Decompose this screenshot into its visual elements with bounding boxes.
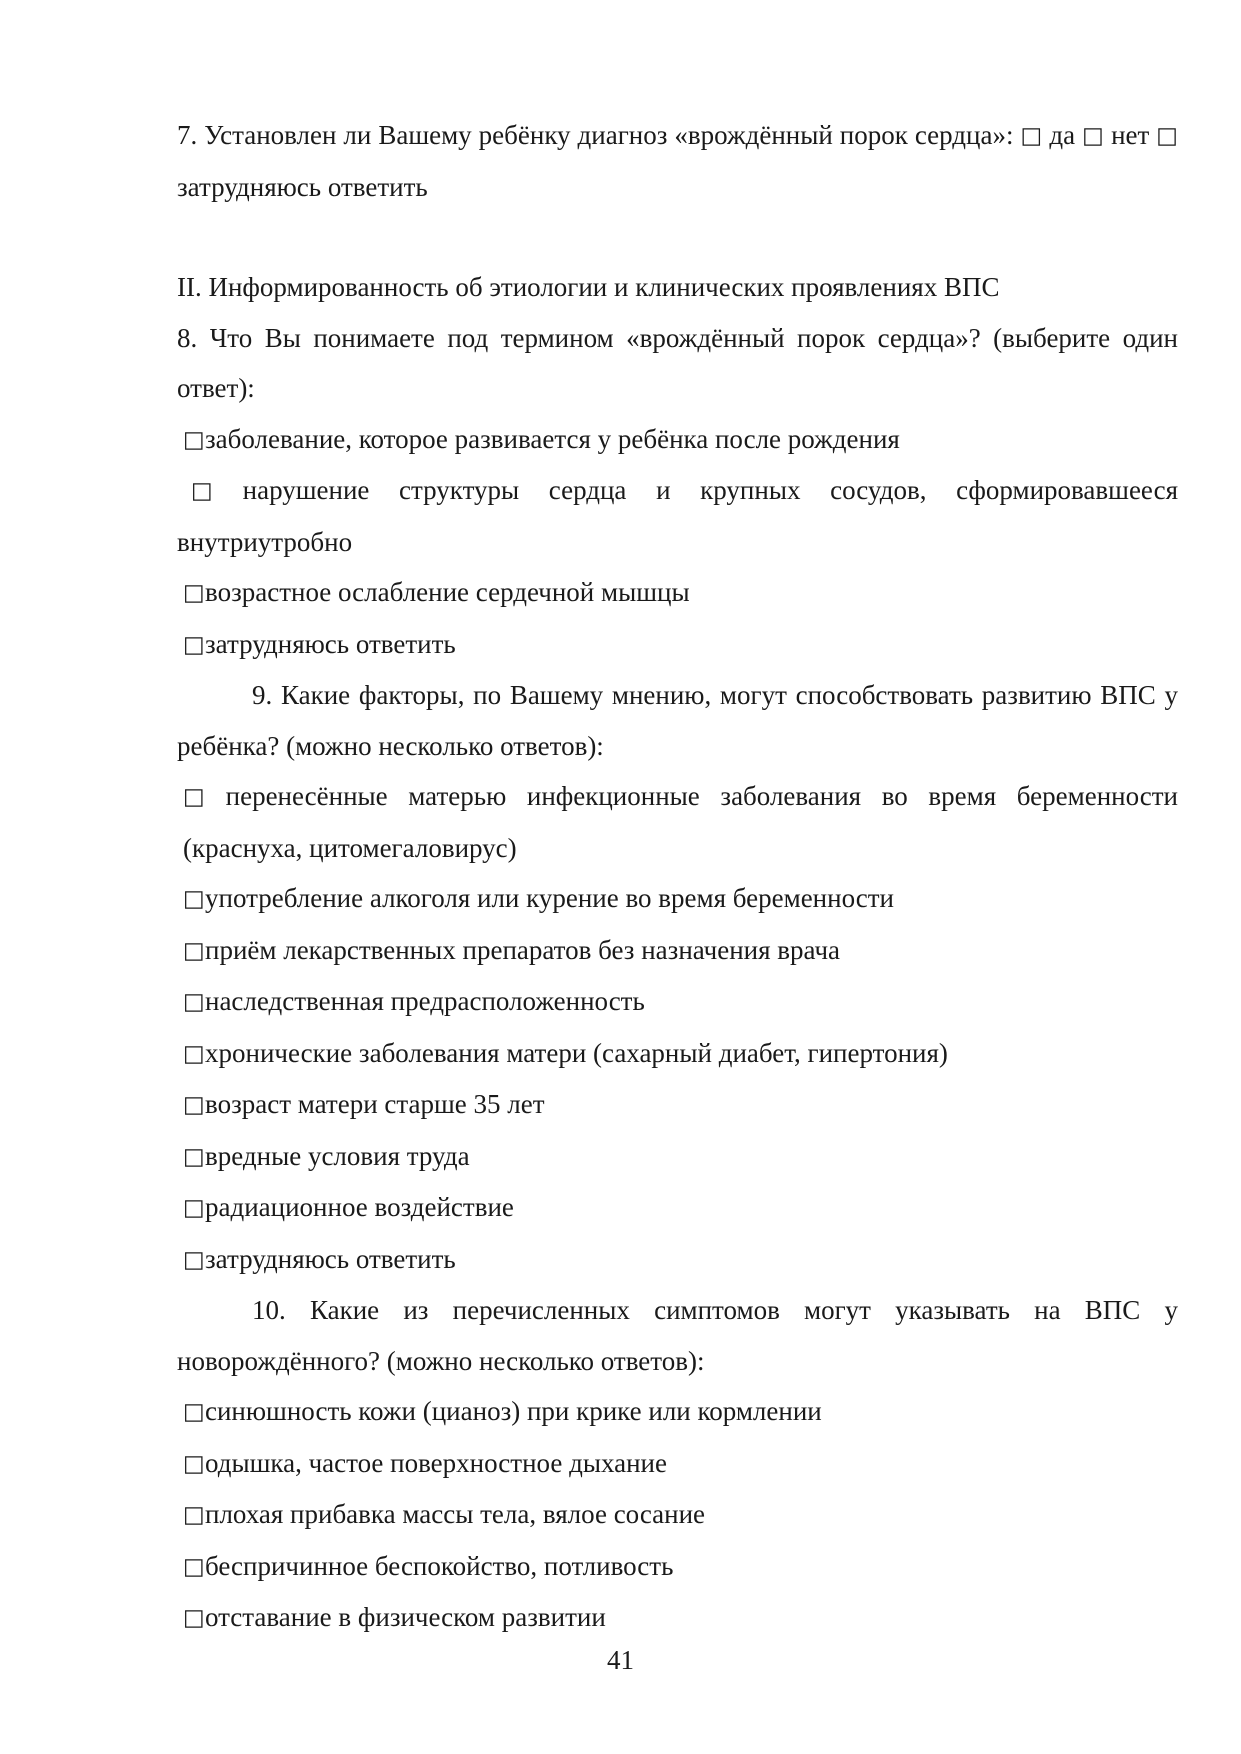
option-label: затрудняюсь ответить bbox=[205, 1243, 456, 1274]
checkbox-icon[interactable]: □ bbox=[183, 1553, 205, 1580]
checkbox-icon[interactable]: □ bbox=[183, 1605, 205, 1631]
option-item bbox=[177, 1131, 1178, 1183]
option-label: нарушение структуры сердца и крупных сосудов, сформировавшееся внутриутробно bbox=[177, 475, 1178, 557]
checkbox-icon[interactable]: □ bbox=[1156, 123, 1179, 149]
option-label: синюшность кожи (цианоз) при крике или кормлении bbox=[205, 1396, 822, 1426]
option-label: возраст матери старше 35 лет bbox=[205, 1089, 545, 1119]
option-item bbox=[177, 465, 1178, 567]
checkbox-icon[interactable]: □ bbox=[183, 1092, 205, 1118]
question-7-option-no: нет bbox=[1111, 120, 1150, 150]
option-label: употребление алкоголя или курение во время беременности bbox=[205, 883, 894, 913]
option-label: затрудняюсь ответить bbox=[205, 628, 456, 659]
option-item bbox=[177, 1234, 1178, 1286]
option-item bbox=[177, 1028, 1178, 1080]
checkbox-icon[interactable]: □ bbox=[183, 1502, 205, 1528]
checkbox-icon[interactable]: □ bbox=[183, 989, 205, 1015]
checkbox-icon[interactable]: □ bbox=[183, 1040, 205, 1067]
checkbox-icon[interactable]: □ bbox=[183, 1246, 205, 1273]
option-label: одышка, частое поверхностное дыхание bbox=[205, 1447, 667, 1478]
option-label: заболевание, которое развивается у ребёнка после рождения bbox=[205, 423, 900, 454]
page-number: 41 bbox=[607, 1645, 634, 1675]
option-label: хронические заболевания матери (сахарный диабет, гипертония) bbox=[205, 1037, 948, 1068]
option-item bbox=[177, 925, 1178, 977]
question-7-option-yes: да bbox=[1049, 120, 1076, 150]
question-7-option-unsure: затрудняюсь ответить bbox=[177, 171, 428, 202]
checkbox-icon[interactable]: □ bbox=[183, 1399, 205, 1425]
option-item bbox=[177, 1489, 1178, 1541]
option-item bbox=[177, 1541, 1178, 1593]
option-item bbox=[177, 1182, 1178, 1234]
option-label: беспричинное беспокойство, потливость bbox=[205, 1550, 674, 1581]
checkbox-icon[interactable]: □ bbox=[183, 580, 205, 606]
option-label: радиационное воздействие bbox=[205, 1192, 514, 1222]
option-item bbox=[177, 1592, 1178, 1644]
checkbox-icon[interactable]: □ bbox=[183, 1143, 205, 1170]
blank-line bbox=[177, 212, 1178, 262]
checkbox-icon[interactable]: □ bbox=[1082, 123, 1105, 149]
checkbox-icon[interactable]: □ bbox=[183, 937, 205, 964]
option-item bbox=[177, 414, 1178, 466]
option-item bbox=[177, 1386, 1178, 1438]
section-heading: II. Информированность об этиологии и клинических проявлениях ВПС bbox=[177, 272, 1000, 302]
question-7 bbox=[177, 110, 1178, 212]
checkbox-icon[interactable]: □ bbox=[183, 784, 205, 810]
option-label: плохая прибавка массы тела, вялое сосание bbox=[205, 1499, 706, 1529]
option-label: наследственная предрасположенность bbox=[205, 986, 645, 1016]
checkbox-icon[interactable]: □ bbox=[183, 426, 205, 453]
checkbox-icon[interactable]: □ bbox=[183, 631, 205, 658]
option-label: вредные условия труда bbox=[205, 1140, 470, 1171]
option-item bbox=[177, 771, 1178, 873]
option-label: возрастное ослабление сердечной мышцы bbox=[205, 577, 690, 607]
option-item bbox=[177, 1079, 1178, 1131]
option-item bbox=[177, 619, 1178, 671]
question-9: 9. Какие факторы, по Вашему мнению, могут способствовать развитию ВПС у ребёнка? (можно несколько ответов): bbox=[177, 680, 1178, 761]
option-label: перенесённые матерью инфекционные заболевания во время беременности (краснуха, цитомегаловирус) bbox=[183, 781, 1179, 863]
option-label: отставание в физическом развитии bbox=[205, 1602, 606, 1632]
question-10: 10. Какие из перечисленных симптомов могут указывать на ВПС у новорождённого? (можно несколько ответов): bbox=[177, 1295, 1178, 1376]
option-item bbox=[177, 567, 1178, 619]
checkbox-icon[interactable]: □ bbox=[191, 478, 213, 504]
question-7-text: 7. Установлен ли Вашему ребёнку диагноз «врождённый порок сердца»: bbox=[177, 120, 1021, 150]
option-item bbox=[177, 1438, 1178, 1490]
option-item bbox=[177, 976, 1178, 1028]
checkbox-icon[interactable]: □ bbox=[183, 1195, 205, 1221]
checkbox-icon[interactable]: □ bbox=[183, 886, 205, 912]
checkbox-icon[interactable]: □ bbox=[1020, 123, 1043, 149]
page-content bbox=[177, 110, 1178, 1644]
question-8: 8. Что Вы понимаете под термином «врождённый порок сердца»? (выберите один ответ): bbox=[177, 322, 1178, 403]
option-item bbox=[177, 873, 1178, 925]
checkbox-icon[interactable]: □ bbox=[183, 1450, 205, 1477]
option-label: приём лекарственных препаратов без назначения врача bbox=[205, 934, 841, 965]
